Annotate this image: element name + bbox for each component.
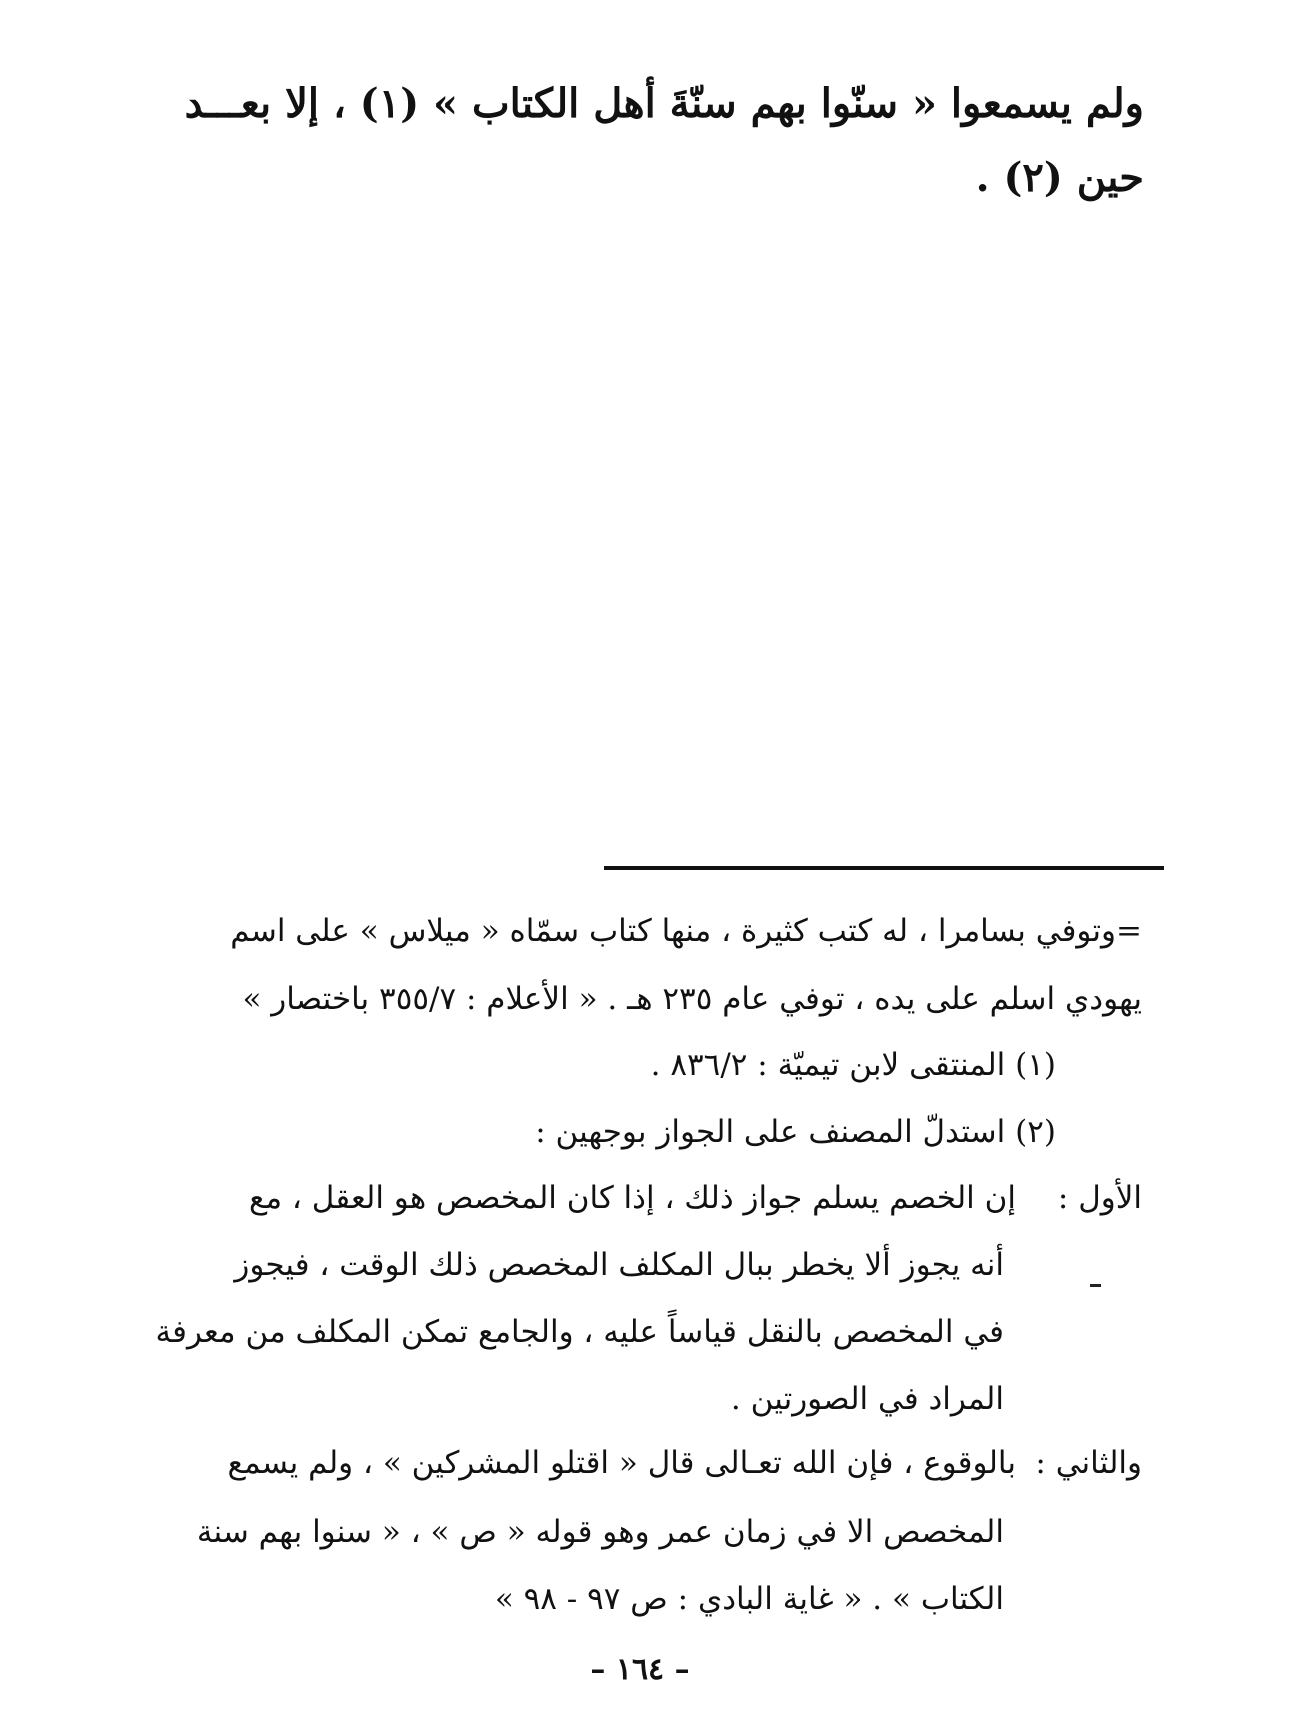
first-argument-line-2: أنه يجوز ألا يخطر ببال المكلف المخصص ذلك الوقت ، فيجوز [234,1247,1004,1283]
first-argument-line-3: في المخصص بالنقل قياساً عليه ، والجامع تمكن المكلف من معرفة [155,1314,1004,1350]
main-text-line-1: ولم يسمعوا « سنّوا بهم سنّةَ أهل الكتاب » (١) ، إلا بعـــد [184,80,1144,127]
second-argument-line-1: بالوقوع ، فإن الله تعـالى قال « اقتلو المشركين » ، ولم يسمع [227,1445,1016,1481]
footnote-continuation-line-1: =وتوفي بسامرا ، له كتب كثيرة ، منها كتاب سمّاه « ميلاس » على اسم [230,913,1142,949]
footnote-continuation-line-2: يهودي اسلم على يده ، توفي عام ٢٣٥ هـ . « الأعلام : ٣٥٥/٧ باختصار » [242,981,1142,1017]
footnote-1: (١) المنتقى لابن تيميّة : ٨٣٦/٢ . [650,1047,1056,1083]
scan-speck [1090,1284,1101,1287]
second-argument-label: والثاني : [1035,1445,1142,1481]
second-argument-line-3: الكتاب » . « غاية البادي : ص ٩٧ - ٩٨ » [494,1581,1004,1617]
page-number: – ١٦٤ – [590,1652,690,1687]
first-argument-label: الأول : [1057,1180,1142,1216]
first-argument-line-4: المراد في الصورتين . [730,1381,1004,1417]
first-argument-line-1: إن الخصم يسلم جواز ذلك ، إذا كان المخصص هو العقل ، مع [248,1180,1016,1216]
footnote-separator-rule [604,866,1164,870]
footnote-2: (٢) استدلّ المصنف على الجواز بوجهين : [535,1114,1056,1150]
main-text-line-2: حين (٢) . [975,154,1144,201]
second-argument-line-2: المخصص الا في زمان عمر وهو قوله « ص » ، « سنوا بهم سنة [196,1514,1004,1550]
